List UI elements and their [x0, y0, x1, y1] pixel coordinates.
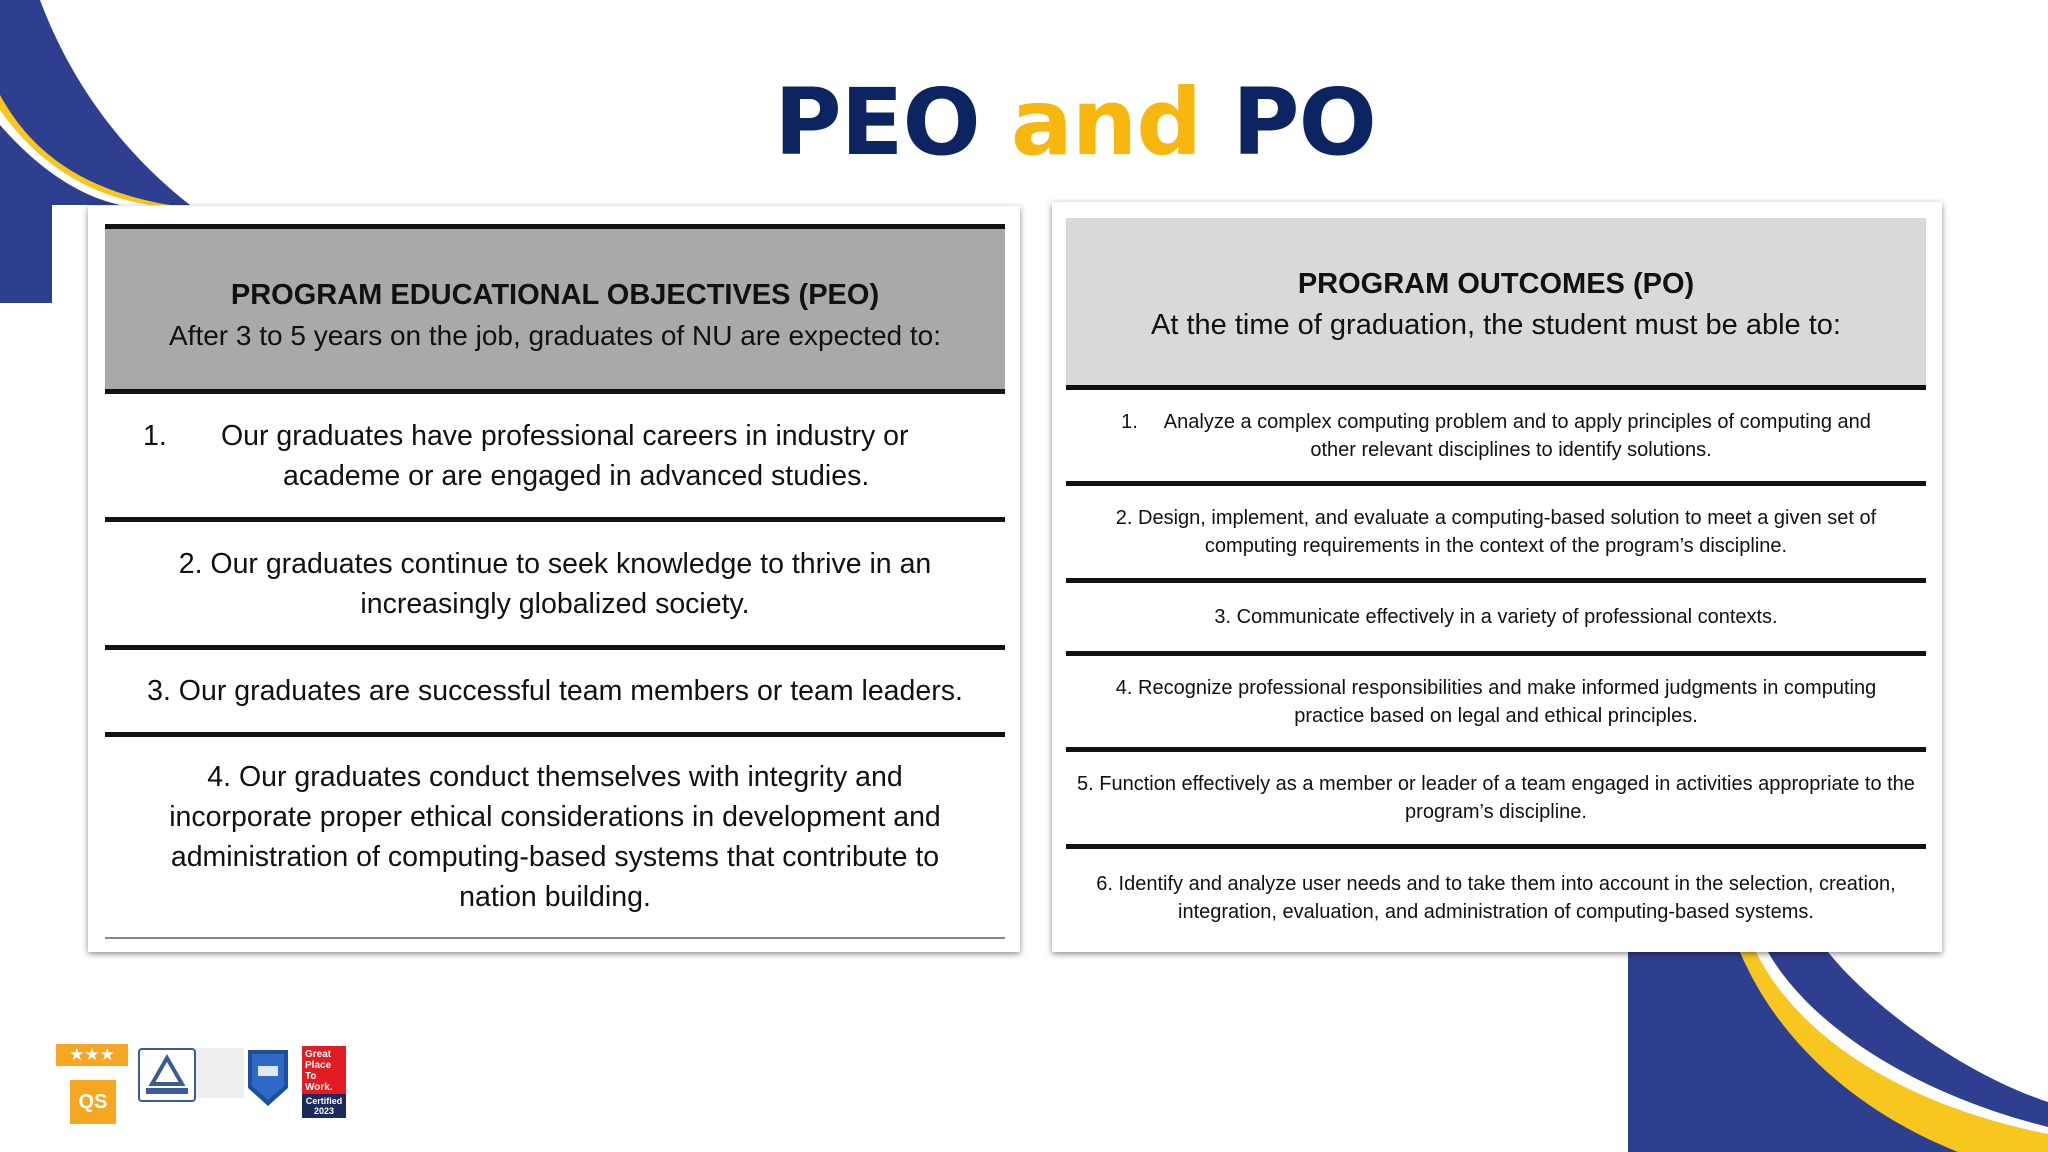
po-item-1 [1066, 390, 1926, 486]
qs-logo-icon: QS [70, 1080, 116, 1124]
peo-item-2-text: 2. Our graduates continue to seek knowledge to thrive in an increasingly globalized society. [178, 547, 932, 620]
peo-item-3 [105, 650, 1005, 737]
peo-heading: PROGRAM EDUCATIONAL OBJECTIVES (PEO) [230, 278, 880, 311]
corner-swoosh-bottom-right [1628, 952, 2048, 1152]
tuv-certificate-label [196, 1048, 244, 1098]
po-item-2-text: 2. Design, implement, and evaluate a computing-based solution to meet a given set of computing requirements in the context of the program’s discipline. [1115, 507, 1877, 557]
peo-item-2 [105, 522, 1005, 650]
po-item-2 [1066, 486, 1926, 583]
po-subheading: At the time of graduation, the student must be able to: [1151, 308, 1841, 341]
title-peo: PEO [774, 69, 980, 176]
title-po: PO [1232, 69, 1376, 176]
po-item-4-text: 4. Recognize professional responsibilities and make informed judgments in computing practice based on legal and ethical principles. [1115, 676, 1877, 727]
peo-item-1-line1: Our graduates have professional careers in industry or [221, 419, 909, 452]
po-item-1-number: 1. [1121, 410, 1138, 433]
po-item-5 [1066, 752, 1926, 849]
peo-item-3-text: 3. Our graduates are successful team members or team leaders. [147, 675, 963, 707]
page-title [0, 68, 2048, 178]
po-item-3 [1066, 583, 1926, 656]
peo-item-4 [105, 737, 1005, 939]
peo-item-4-text: 4. Our graduates conduct themselves with integrity and incorporate proper ethical considerations in development and administration of computing-based systems that contribute to nation building. [169, 761, 941, 913]
accreditation-badges [56, 1044, 356, 1124]
po-panel [1052, 202, 1942, 952]
po-item-4 [1066, 656, 1926, 752]
po-item-3-text: 3. Communicate effectively in a variety of professional contexts. [1214, 606, 1778, 628]
po-item-6-text: 6. Identify and analyze user needs and to take them into account in the selection, creation, integration, evaluation, and administration of computing-based systems. [1096, 872, 1896, 923]
po-item-1-line2: other relevant disciplines to identify solutions. [1310, 438, 1712, 461]
peo-panel [88, 206, 1020, 952]
qs-stars-icon: ★★★ [56, 1044, 128, 1066]
po-heading: PROGRAM OUTCOMES (PO) [1297, 267, 1695, 300]
po-item-6 [1066, 849, 1926, 946]
great-place-to-work-icon [302, 1046, 346, 1118]
po-table-header [1066, 218, 1926, 390]
peo-item-1 [105, 394, 1005, 522]
tuv-rheinland-icon [138, 1048, 196, 1102]
peo-item-1-number: 1. [143, 419, 167, 452]
peo-table [105, 224, 1005, 939]
po-item-1-line1: Analyze a complex computing problem and to apply principles of computing and [1163, 410, 1871, 433]
microsoft-showcase-school-icon [244, 1048, 292, 1108]
peo-subheading: After 3 to 5 years on the job, graduates of NU are expected to: [168, 319, 941, 351]
peo-table-header [105, 224, 1005, 394]
peo-item-1-line2: academe or are engaged in advanced studies. [283, 459, 870, 492]
title-and: and [1010, 69, 1202, 176]
po-item-5-text: 5. Function effectively as a member or leader of a team engaged in activities appropriate to the program’s discipline. [1077, 773, 1915, 823]
gptw-text: Great Place To Work. [305, 1049, 333, 1093]
po-table [1066, 218, 1926, 946]
gptw-certified: Certified 2023 [302, 1094, 346, 1118]
